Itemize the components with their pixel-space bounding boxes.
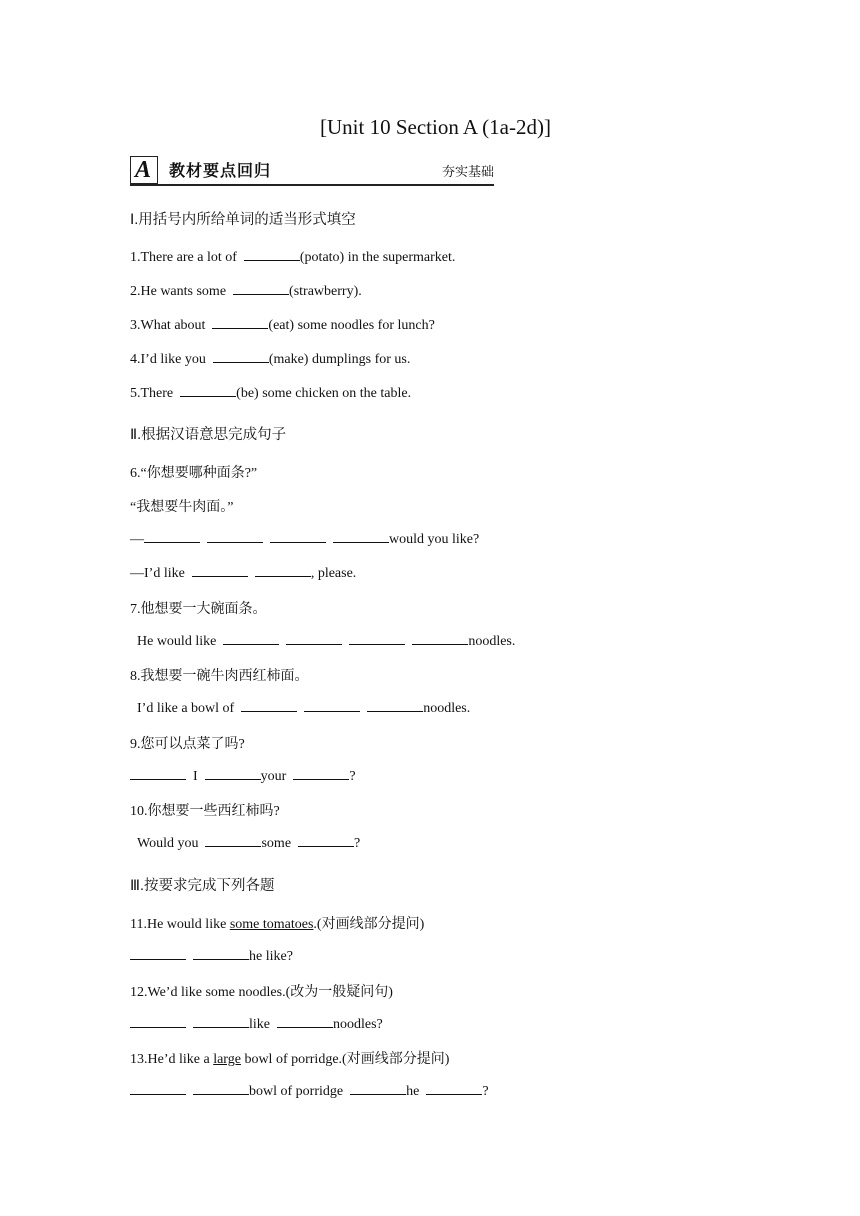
answer-blank[interactable] bbox=[412, 632, 468, 645]
page-title: [Unit 10 Section A (1a-2d)] bbox=[320, 115, 551, 139]
answer-blank[interactable] bbox=[367, 699, 423, 712]
banner-heading: 教材要点回归 bbox=[169, 163, 272, 180]
answer-blank[interactable] bbox=[298, 834, 354, 847]
question-8-chinese: 8.我想要一碗牛肉西红柿面。 bbox=[130, 669, 309, 684]
underlined-phrase: some tomatoes bbox=[229, 917, 314, 932]
answer-blank[interactable] bbox=[270, 530, 326, 543]
question-10-english: Would you some ? bbox=[137, 836, 361, 851]
question-11: 11.He would like some tomatoes.(对画线部分提问) bbox=[130, 917, 425, 932]
answer-blank[interactable] bbox=[205, 834, 261, 847]
question-12-answer: like noodles? bbox=[130, 1015, 383, 1033]
question-6-chinese-2: “我想要牛肉面。” bbox=[130, 500, 234, 515]
banner-rule bbox=[130, 184, 494, 186]
section-banner bbox=[130, 156, 494, 188]
answer-blank[interactable] bbox=[333, 530, 389, 543]
answer-blank[interactable] bbox=[426, 1082, 482, 1095]
answer-blank[interactable] bbox=[193, 1015, 249, 1028]
answer-blank[interactable] bbox=[277, 1015, 333, 1028]
answer-blank[interactable] bbox=[244, 248, 300, 261]
answer-blank[interactable] bbox=[130, 767, 186, 780]
question-13-answer: bowl of porridge he ? bbox=[130, 1082, 489, 1100]
answer-blank[interactable] bbox=[293, 767, 349, 780]
question-3: 3.What about (eat) some noodles for lunch? bbox=[130, 318, 435, 333]
question-11-answer: he like? bbox=[130, 947, 293, 965]
question-12: 12.We’d like some noodles.(改为一般疑问句) bbox=[130, 985, 393, 1000]
answer-blank[interactable] bbox=[223, 632, 279, 645]
answer-blank[interactable] bbox=[130, 1082, 186, 1095]
section-heading-2: Ⅱ.根据汉语意思完成句子 bbox=[130, 427, 287, 443]
question-10-chinese: 10.你想要一些西红柿吗? bbox=[130, 804, 280, 819]
question-7-english: He would like noodles. bbox=[137, 634, 516, 649]
question-2: 2.He wants some (strawberry). bbox=[130, 284, 362, 299]
answer-blank[interactable] bbox=[193, 947, 249, 960]
answer-blank[interactable] bbox=[350, 1082, 406, 1095]
question-13: 13.He’d like a large bowl of porridge.(对画线部分提问) bbox=[130, 1052, 450, 1067]
answer-blank[interactable] bbox=[144, 530, 200, 543]
answer-blank[interactable] bbox=[349, 632, 405, 645]
answer-blank[interactable] bbox=[180, 384, 236, 397]
answer-blank[interactable] bbox=[205, 767, 261, 780]
banner-subheading: 夯实基础 bbox=[441, 164, 494, 179]
answer-blank[interactable] bbox=[304, 699, 360, 712]
answer-blank[interactable] bbox=[192, 564, 248, 577]
answer-blank[interactable] bbox=[255, 564, 311, 577]
question-6-chinese-1: 6.“你想要哪种面条?” bbox=[130, 466, 258, 481]
answer-blank[interactable] bbox=[207, 530, 263, 543]
question-5: 5.There (be) some chicken on the table. bbox=[130, 386, 412, 401]
answer-blank[interactable] bbox=[193, 1082, 249, 1095]
answer-blank[interactable] bbox=[130, 1015, 186, 1028]
question-1: 1.There are a lot of (potato) in the supermarket. bbox=[130, 250, 456, 265]
answer-blank[interactable] bbox=[130, 947, 186, 960]
question-4: 4.I’d like you (make) dumplings for us. bbox=[130, 352, 411, 367]
question-9-chinese: 9.您可以点菜了吗? bbox=[130, 737, 245, 752]
answer-blank[interactable] bbox=[212, 316, 268, 329]
section-heading-1: Ⅰ.用括号内所给单词的适当形式填空 bbox=[130, 212, 356, 228]
question-9-english: I your ? bbox=[130, 767, 356, 785]
answer-blank[interactable] bbox=[241, 699, 297, 712]
answer-blank[interactable] bbox=[286, 632, 342, 645]
section-heading-3: Ⅲ.按要求完成下列各题 bbox=[130, 878, 275, 894]
banner-logo-letter: A bbox=[135, 157, 152, 183]
question-7-chinese: 7.他想要一大碗面条。 bbox=[130, 602, 267, 617]
question-6-english-2: —I’d like , please. bbox=[130, 566, 357, 581]
underlined-word: large bbox=[213, 1052, 241, 1067]
question-8-english: I’d like a bowl of noodles. bbox=[137, 701, 471, 716]
answer-blank[interactable] bbox=[233, 282, 289, 295]
question-6-english-1: — would you like? bbox=[130, 532, 480, 547]
answer-blank[interactable] bbox=[213, 350, 269, 363]
